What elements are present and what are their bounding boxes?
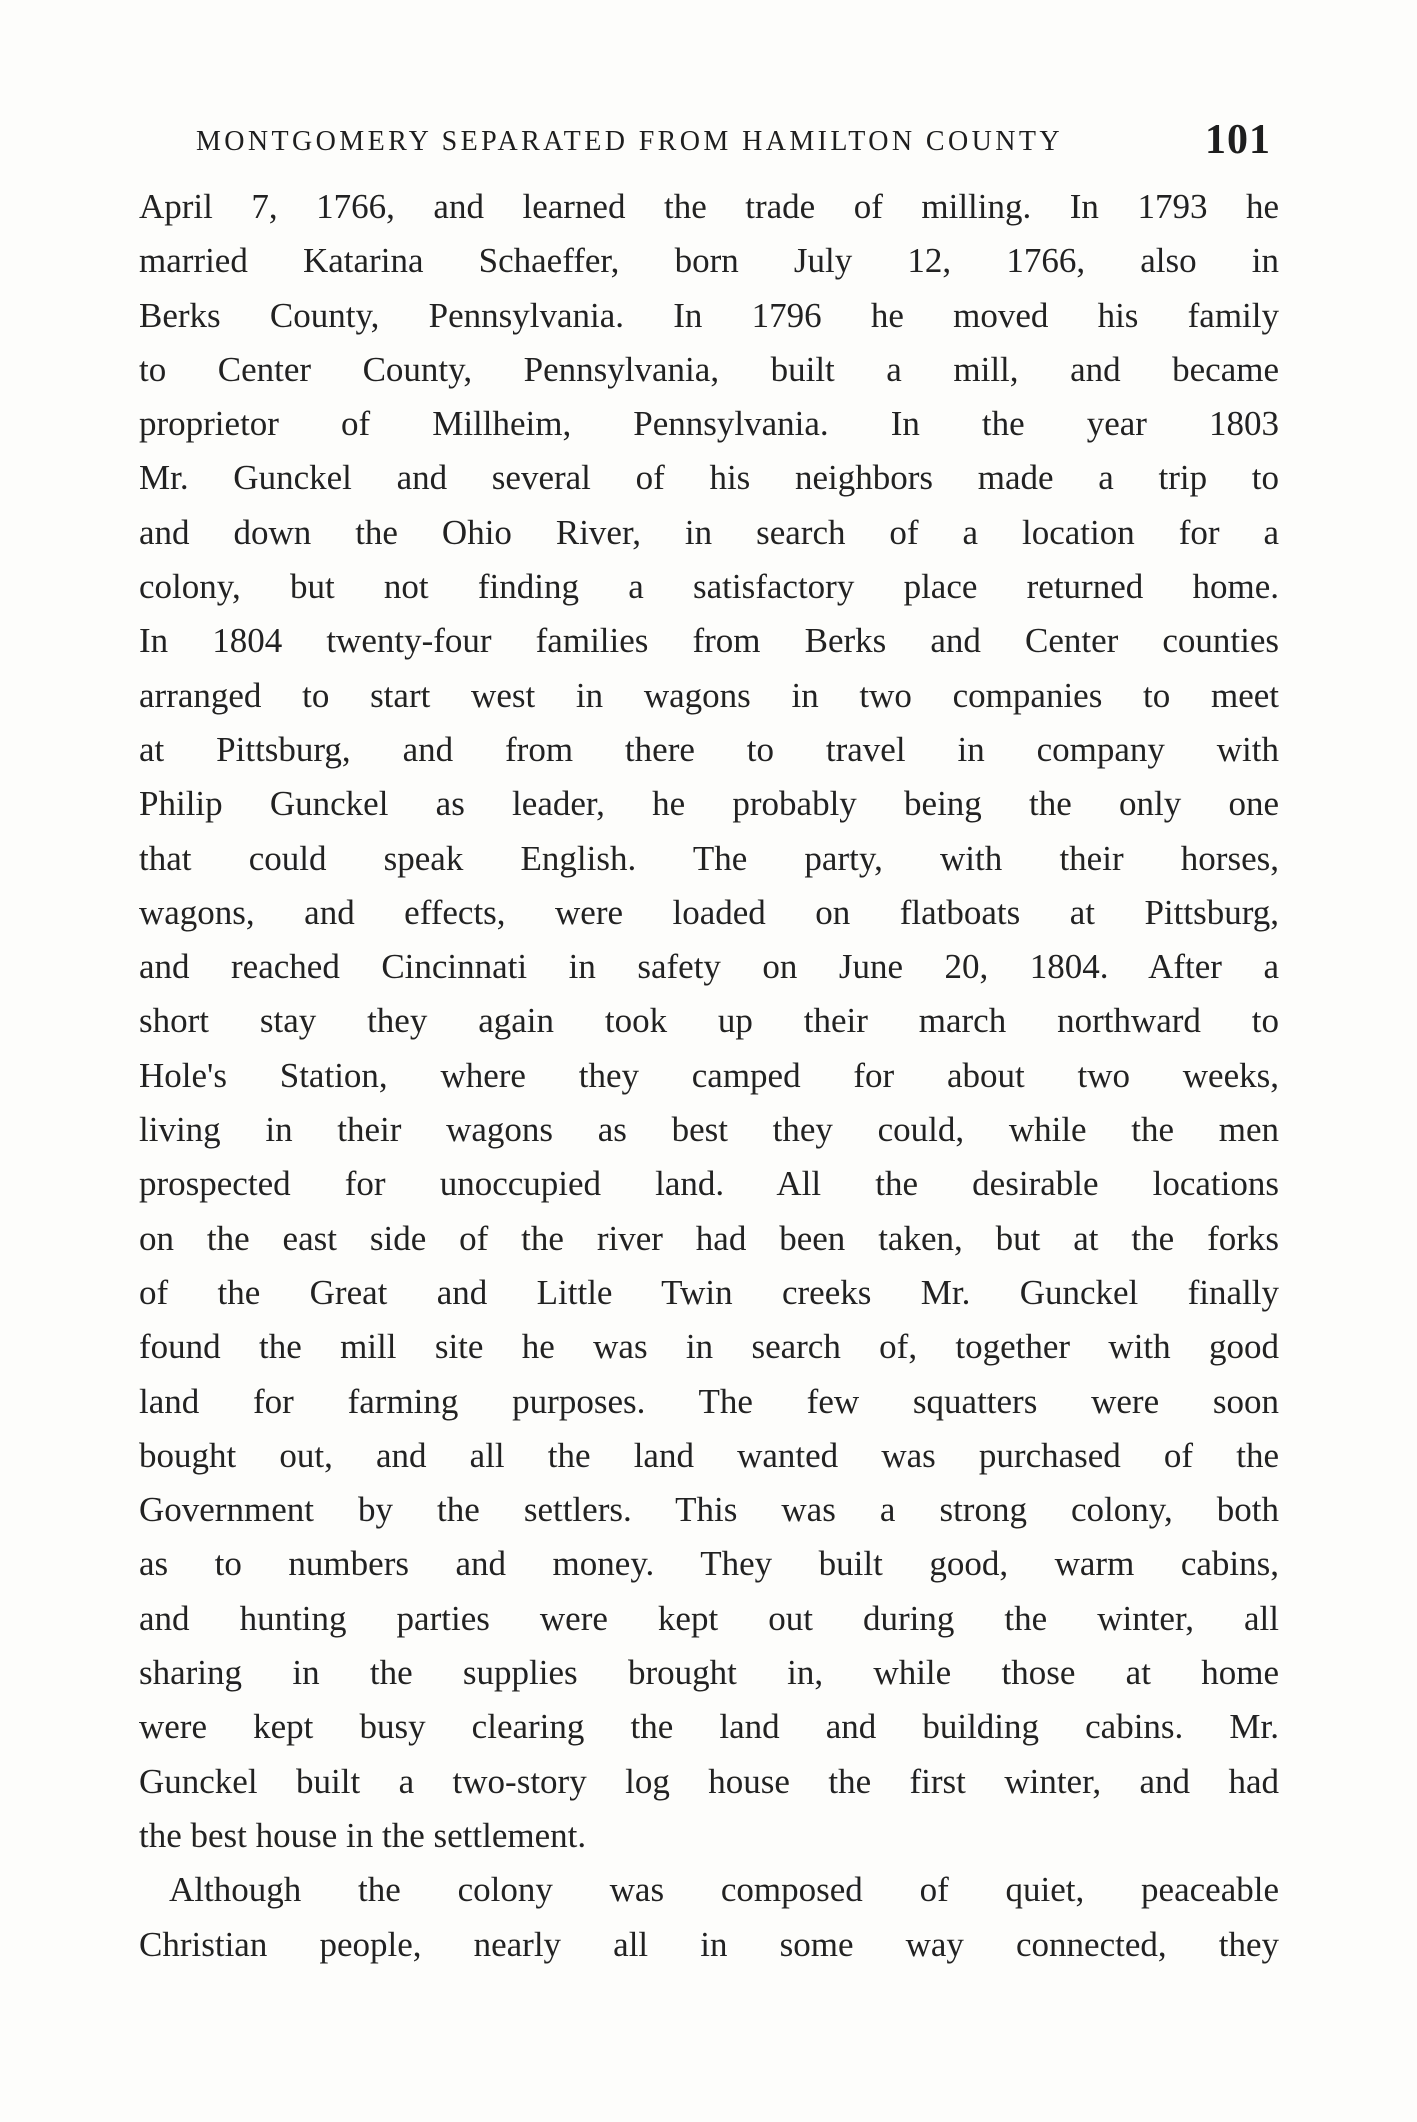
text-line: sharing in the supplies brought in, while those at home — [139, 1653, 1279, 1693]
text-line: Government by the settlers. This was a strong colony, both — [139, 1490, 1279, 1530]
text-line: found the mill site he was in search of, together with good — [139, 1327, 1279, 1367]
text-line: Hole's Station, where they camped for about two weeks, — [139, 1055, 1279, 1095]
text-line: Philip Gunckel as leader, he probably being the only one — [139, 784, 1279, 824]
text-line: of the Great and Little Twin creeks Mr. Gunckel finally — [139, 1272, 1279, 1312]
text-line: and down the Ohio River, in search of a location for a — [139, 512, 1279, 552]
text-line: proprietor of Millheim, Pennsylvania. In the year 1803 — [139, 404, 1279, 444]
body-text — [139, 180, 1279, 1972]
text-line: and hunting parties were kept out during the winter, all — [139, 1598, 1279, 1638]
text-line: and reached Cincinnati in safety on June 20, 1804. After a — [139, 947, 1279, 987]
text-line: short stay they again took up their march northward to — [139, 1001, 1279, 1041]
page-number: 101 — [1205, 117, 1271, 163]
text-line: the best house in the settlement. — [139, 1815, 587, 1855]
text-line: living in their wagons as best they could, while the men — [139, 1110, 1279, 1150]
text-line: In 1804 twenty-four families from Berks and Center counties — [139, 621, 1279, 661]
text-line: married Katarina Schaeffer, born July 12, 1766, also in — [139, 241, 1279, 281]
paragraph — [139, 180, 1279, 1863]
text-line: to Center County, Pennsylvania, built a mill, and became — [139, 349, 1279, 389]
paragraph — [139, 1863, 1279, 1972]
text-line: April 7, 1766, and learned the trade of milling. In 1793 he — [139, 187, 1279, 226]
text-line: prospected for unoccupied land. All the desirable locations — [139, 1164, 1279, 1204]
text-line: at Pittsburg, and from there to travel in company with — [139, 729, 1279, 769]
text-line: bought out, and all the land wanted was purchased of the — [139, 1435, 1279, 1475]
text-line: Although the colony was composed of quiet, peaceable — [169, 1870, 1279, 1910]
text-line: Berks County, Pennsylvania. In 1796 he moved his family — [139, 295, 1279, 335]
text-line: that could speak English. The party, with their horses, — [139, 838, 1279, 878]
text-line: land for farming purposes. The few squatters were soon — [139, 1381, 1279, 1421]
text-line: arranged to start west in wagons in two companies to meet — [139, 675, 1279, 715]
running-head: MONTGOMERY SEPARATED FROM HAMILTON COUNTY — [196, 126, 1063, 157]
text-line: Gunckel built a two-story log house the first winter, and had — [139, 1761, 1279, 1801]
text-line: colony, but not finding a satisfactory place returned home. — [139, 567, 1279, 607]
text-line: wagons, and effects, were loaded on flatboats at Pittsburg, — [139, 892, 1279, 932]
text-line: as to numbers and money. They built good, warm cabins, — [139, 1544, 1279, 1584]
text-line: on the east side of the river had been taken, but at the forks — [139, 1218, 1279, 1258]
text-line: were kept busy clearing the land and building cabins. Mr. — [139, 1707, 1279, 1747]
text-line: Mr. Gunckel and several of his neighbors made a trip to — [139, 458, 1279, 498]
page-header — [196, 116, 1271, 176]
text-line: Christian people, nearly all in some way connected, they — [139, 1924, 1279, 1964]
